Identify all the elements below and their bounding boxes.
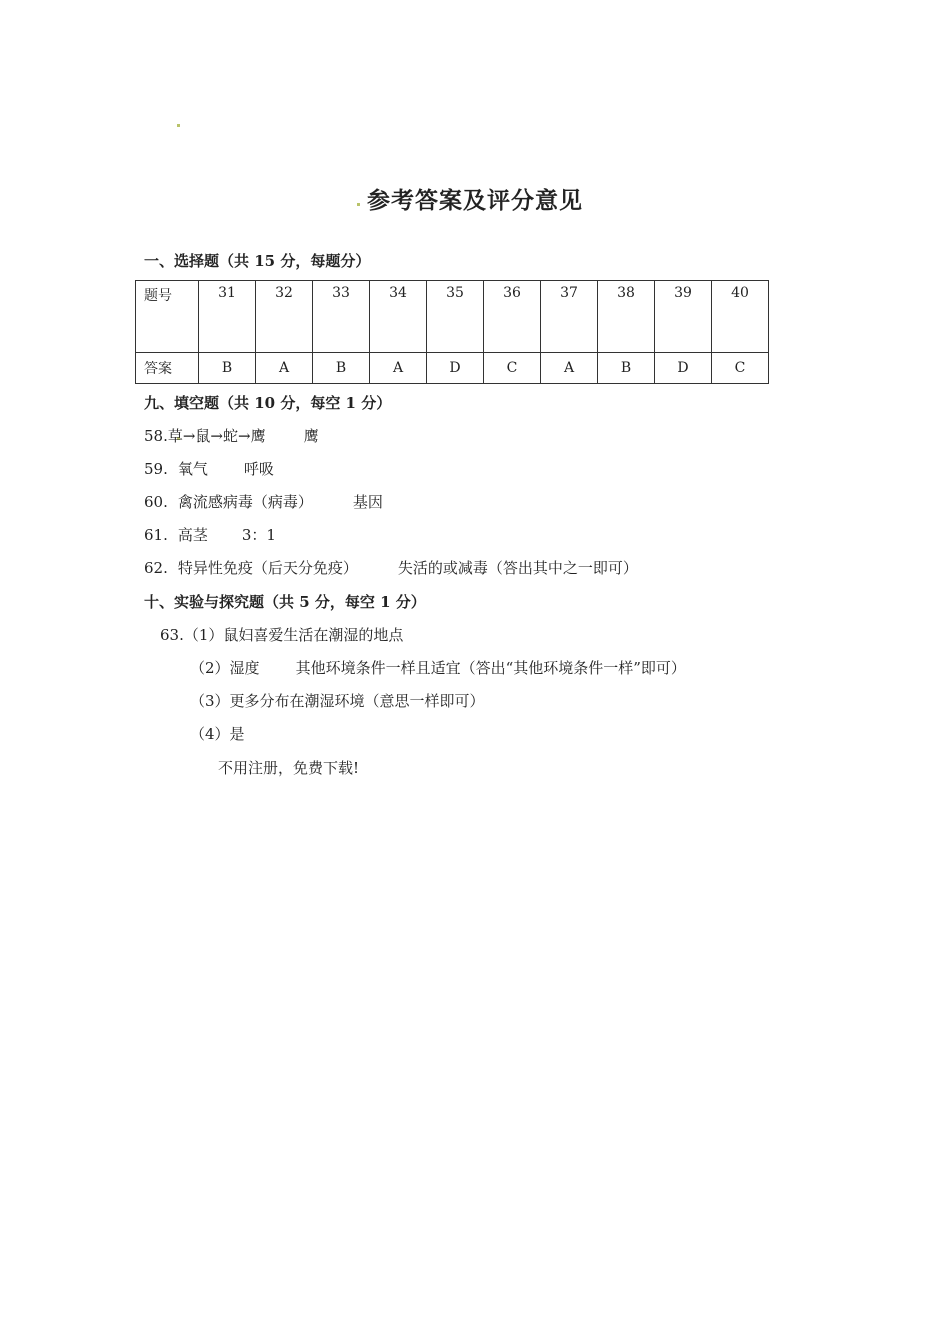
sub-label: （2） bbox=[190, 659, 230, 677]
sub-label: （4） bbox=[190, 725, 230, 743]
footer-note: 不用注册，免费下载! bbox=[218, 759, 360, 777]
answer-line-63-2 bbox=[190, 657, 686, 678]
answer-line-63-3 bbox=[190, 690, 485, 711]
question-number-cell: 36 bbox=[484, 281, 541, 353]
answer-line-61 bbox=[144, 524, 276, 545]
answer-cell: B bbox=[313, 353, 370, 384]
answer-cell: D bbox=[427, 353, 484, 384]
answer-a: 湿度 bbox=[229, 659, 260, 677]
question-number-cell: 31 bbox=[199, 281, 256, 353]
sub-label: （1） bbox=[183, 626, 224, 644]
answer-line-62 bbox=[144, 557, 638, 578]
answer-cell: A bbox=[256, 353, 313, 384]
item-number: 63. bbox=[160, 626, 184, 644]
question-number-cell: 40 bbox=[712, 281, 769, 353]
section-heading-fill: 九、填空题（共 10 分，每空 1 分） bbox=[144, 394, 392, 412]
answer-line-59 bbox=[144, 458, 274, 479]
answer-a: 特异性免疫（后天分免疫） bbox=[177, 559, 358, 577]
section-heading-choice: 一、选择题（共 15 分，每题分） bbox=[144, 252, 371, 270]
item-number: 59. bbox=[144, 460, 168, 478]
item-number: 62. bbox=[144, 559, 168, 577]
page-title: 参考答案及评分意见 bbox=[367, 187, 583, 214]
answer-b: 基因 bbox=[352, 493, 383, 511]
answer-a: 是 bbox=[229, 725, 245, 743]
question-number-cell: 37 bbox=[541, 281, 598, 353]
answer-a: 氧气 bbox=[177, 460, 208, 478]
answer-a: 高茎 bbox=[177, 526, 208, 544]
question-number-cell: 35 bbox=[427, 281, 484, 353]
question-number-cell: 39 bbox=[655, 281, 712, 353]
answer-b: 其他环境条件一样且适宜（答出“其他环境条件一样”即可） bbox=[295, 659, 686, 677]
answer-b: 呼吸 bbox=[243, 460, 274, 478]
answer-line-58 bbox=[144, 425, 319, 446]
item-number: 58. bbox=[144, 427, 168, 445]
question-number-cell: 38 bbox=[598, 281, 655, 353]
answer-line-63-1 bbox=[160, 624, 403, 645]
answer-line-63-4 bbox=[190, 723, 245, 744]
answer-a: 更多分布在潮湿环境（意思一样即可） bbox=[229, 692, 485, 710]
answer-cell: C bbox=[712, 353, 769, 384]
answer-line-60 bbox=[144, 491, 383, 512]
question-number-cell: 34 bbox=[370, 281, 427, 353]
item-number: 61. bbox=[144, 526, 168, 544]
answer-a: 鼠妇喜爱生活在潮湿的地点 bbox=[223, 626, 404, 644]
item-number: 60. bbox=[144, 493, 168, 511]
section-heading-experiment: 十、实验与探究题（共 5 分，每空 1 分） bbox=[144, 593, 426, 611]
table-header-cell: 题号 bbox=[136, 281, 199, 353]
answer-b: 失活的或减毒（答出其中之一即可） bbox=[397, 559, 638, 577]
answer-cell: D bbox=[655, 353, 712, 384]
answer-b: 鹰 bbox=[303, 427, 319, 445]
question-number-cell: 32 bbox=[256, 281, 313, 353]
answer-cell: A bbox=[370, 353, 427, 384]
question-number-cell: 33 bbox=[313, 281, 370, 353]
table-header-cell: 答案 bbox=[136, 353, 199, 384]
answer-cell: A bbox=[541, 353, 598, 384]
answer-cell: B bbox=[598, 353, 655, 384]
table-row-answers bbox=[136, 353, 769, 384]
answer-b: 3：1 bbox=[241, 526, 276, 544]
table-row-numbers bbox=[136, 281, 769, 353]
answer-cell: B bbox=[199, 353, 256, 384]
answer-table bbox=[135, 280, 769, 384]
answer-a: 草→鼠→蛇→鹰 bbox=[167, 427, 266, 445]
decorative-dot bbox=[177, 124, 180, 127]
answer-cell: C bbox=[484, 353, 541, 384]
sub-label: （3） bbox=[190, 692, 230, 710]
answer-a: 禽流感病毒（病毒） bbox=[177, 493, 313, 511]
